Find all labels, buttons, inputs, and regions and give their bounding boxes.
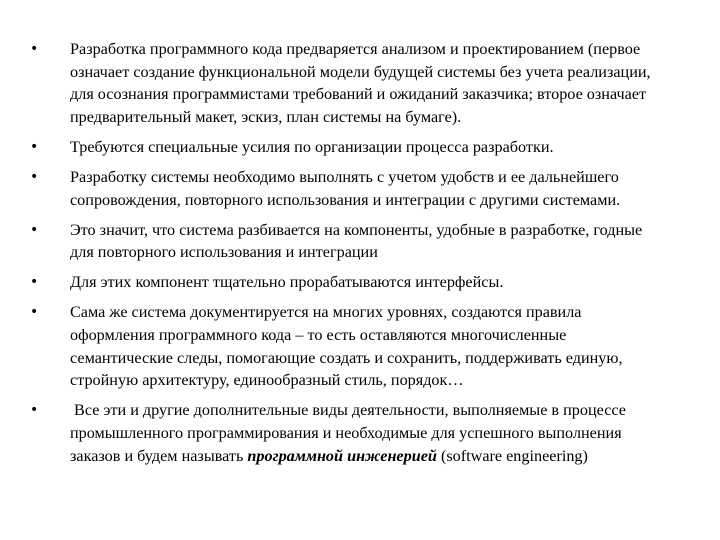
bullet-dot-icon: • [30, 168, 39, 185]
bullet-item-3 [30, 166, 670, 211]
bullet-item-1 [30, 38, 670, 128]
bullet-dot-icon: • [30, 274, 39, 291]
bullet-dot-icon: • [30, 304, 39, 321]
emphasized-term: программной инженерией [247, 446, 437, 465]
bullet-item-6 [30, 301, 670, 391]
bullet-text-tail: (software engineering) [436, 446, 588, 465]
bullet-list [30, 38, 670, 475]
bullet-item-7 [30, 399, 670, 467]
bullet-item-4 [30, 219, 670, 264]
bullet-dot-icon: • [30, 221, 39, 238]
bullet-dot-icon: • [30, 41, 39, 57]
bullet-text-lead: Все эти и другие дополнительные виды деятельности, выполняемые в процессе промышленного программирования и необходимые для успешного выполнения заказов и будем называть [70, 401, 631, 465]
bullet-item-5 [30, 271, 670, 294]
bullet-dot-icon: • [30, 138, 39, 155]
bullet-text: Для этих компонент тщательно прорабатываются интерфейсы. [70, 273, 504, 292]
bullet-text: Разработка программного кода предваряется анализом и проектированием (первое означает создание функциональной модели будущей системы без учета реализации, для осознания программистами требований и ожиданий заказчика; второе означает предварительный макет, эскиз, план системы на бумаге). [70, 40, 651, 126]
bullet-text: Это значит, что система разбивается на компоненты, удобные в разработке, годные для повторного использования и интеграции [70, 220, 643, 262]
bullet-dot-icon: • [30, 402, 39, 419]
bullet-item-2 [30, 136, 670, 159]
bullet-text: Требуются специальные усилия по организации процесса разработки. [70, 137, 554, 156]
bullet-text: Сама же система документируется на многих уровнях, создаются правила оформления программного кода – то есть оставляются многочисленные семантические следы, помогающие создать и сохранить, поддерживать единую, стройную архитектуру, единообразный стиль, порядок… [70, 303, 623, 390]
bullet-text: Разработку системы необходимо выполнять с учетом удобств и ее дальнейшего сопровождения, повторного использования и интеграции с другими системами. [70, 167, 621, 209]
